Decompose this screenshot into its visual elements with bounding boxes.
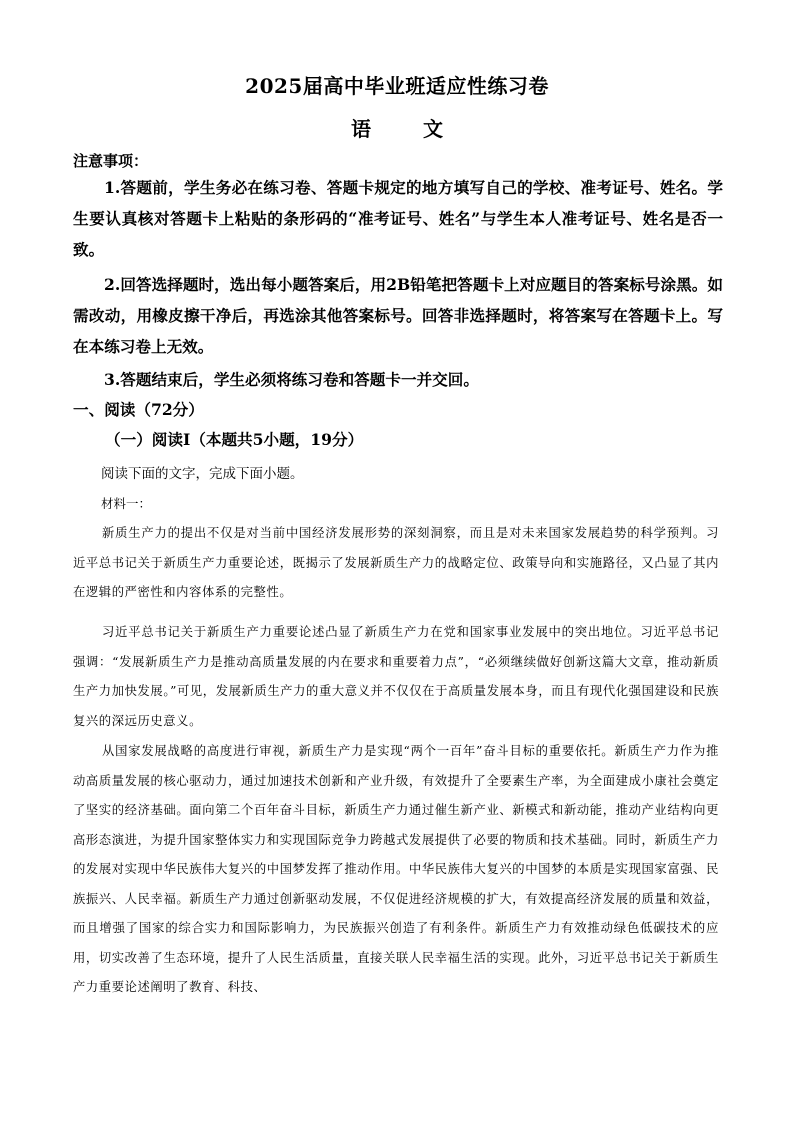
notice-item-3: 3.答题结束后，学生必须将练习卷和答题卡一并交回。 [104, 370, 479, 389]
exam-title: 2025届高中毕业班适应性练习卷 [245, 74, 549, 98]
passage-paragraph: 新质生产力的提出不仅是对当前中国经济发展形势的深刻洞察，而且是对未来国家发展趋势的科学预判。习近平总书记关于新质生产力重要论述，既揭示了发展新质生产力的战略定位、政策导向和实施路径，又凸显了其内在逻辑的严密性和内容体系的完整性。 [73, 526, 719, 599]
passage-paragraph: 从国家发展战略的高度进行审视，新质生产力是实现“两个一百年”奋斗目标的重要依托。新质生产力作为推动高质量发展的核心驱动力，通过加速技术创新和产业升级，有效提升了全要素生产率，为全面建成小康社会奠定了坚实的经济基础。面向第二个百年奋斗目标，新质生产力通过催生新产业、新模式和新动能，推动产业结构向更高形态演进，为提升国家整体实力和实现国际竞争力跨越式发展提供了必要的物质和技术基础。同时，新质生产力的发展对实现中华民族伟大复兴的中国梦发挥了推动作用。中华民族伟大复兴的中国梦的本质是实现国家富强、民族振兴、人民幸福。新质生产力通过创新驱动发展，不仅促进经济规模的扩大，有效提高经济发展的质量和效益，而且增强了国家的综合实力和国际影响力，为民族振兴创造了有利条件。新质生产力有效推动绿色低碳技术的应用，切实改善了生态环境，提升了人民生活质量，直接关联人民幸福生活的实现。此外，习近平总书记关于新质生产力重要论述阐明了教育、科技、 [73, 744, 719, 994]
passage-paragraph: 习近平总书记关于新质生产力重要论述凸显了新质生产力在党和国家事业发展中的突出地位。习近平总书记强调：“发展新质生产力是推动高质量发展的内在要求和重要着力点”，“必须继续做好创新这篇大文章，推动新质生产力加快发展。”可见，发展新质生产力的重大意义并不仅仅在于高质量发展本身，而且有现代化强国建设和民族复兴的深远历史意义。 [73, 625, 719, 728]
section-heading: 一、阅读（72分） [73, 400, 204, 419]
subsection-heading: （一）阅读Ⅰ（本题共5小题，19分） [105, 430, 364, 449]
material-label: 材料一： [101, 496, 152, 511]
reading-instruction: 阅读下面的文字，完成下面小题。 [101, 466, 304, 482]
subject-char-1: 语 [351, 117, 371, 141]
subject-char-2: 文 [423, 117, 443, 141]
notice-heading: 注意事项： [73, 152, 149, 170]
notice-item-2: 2.回答选择题时，选出每小题答案后，用2B铅笔把答题卡上对应题目的答案标号涂黑。如需改动，用橡皮擦干净后，再选涂其他答案标号。回答非选择题时，将答案写在答题卡上。写在本练习卷上无效。 [73, 275, 723, 356]
subject-title [0, 113, 794, 142]
notice-item-1: 1.答题前，学生务必在练习卷、答题卡规定的地方填写自己的学校、准考证号、姓名。学生要认真核对答题卡上粘贴的条形码的“准考证号、姓名”与学生本人准考证号、姓名是否一致。 [73, 178, 723, 259]
